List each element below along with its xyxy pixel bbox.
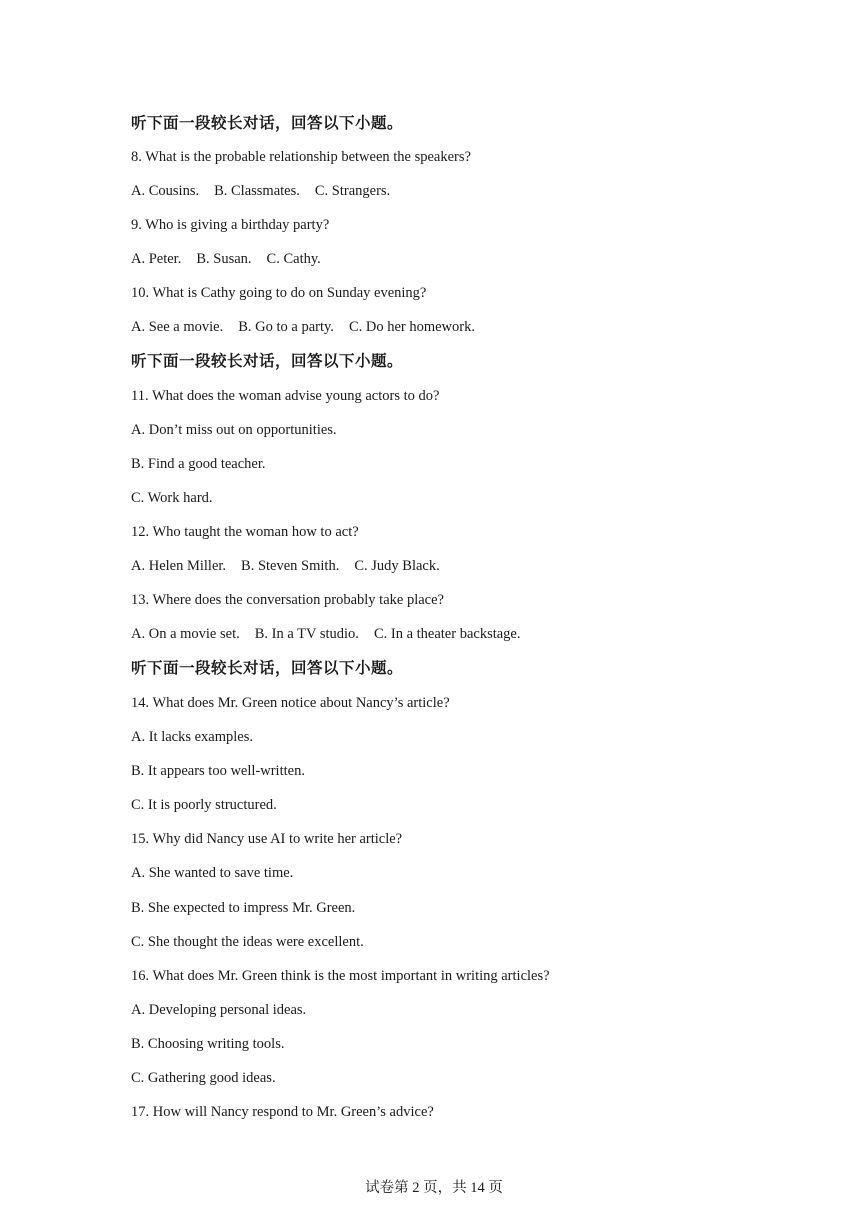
option: B. Find a good teacher. bbox=[131, 456, 266, 472]
option: A. Peter. bbox=[131, 251, 182, 267]
option: A. Helen Miller. bbox=[131, 558, 227, 574]
option: C. Work hard. bbox=[131, 490, 213, 506]
question-stem: 16. What does Mr. Green think is the most important in writing articles? bbox=[131, 968, 550, 984]
option: A. On a movie set. bbox=[131, 626, 240, 642]
option: C. In a theater backstage. bbox=[373, 626, 521, 642]
option: C. Gathering good ideas. bbox=[131, 1070, 276, 1086]
option: C. Strangers. bbox=[314, 183, 391, 199]
section-heading: 听下面一段较长对话，回答以下小题。 bbox=[131, 114, 404, 132]
option-row bbox=[131, 181, 390, 201]
option: B. Classmates. bbox=[214, 183, 300, 199]
option: B. Susan. bbox=[196, 251, 252, 267]
section-heading: 听下面一段较长对话，回答以下小题。 bbox=[131, 659, 404, 677]
option: A. Developing personal ideas. bbox=[131, 1002, 307, 1018]
option: A. Cousins. bbox=[131, 183, 200, 199]
section-heading: 听下面一段较长对话，回答以下小题。 bbox=[131, 352, 404, 370]
option: A. She wanted to save time. bbox=[131, 865, 294, 881]
option: B. Go to a party. bbox=[238, 319, 334, 335]
option: B. She expected to impress Mr. Green. bbox=[131, 900, 356, 916]
option-row bbox=[131, 624, 520, 644]
option: B. Steven Smith. bbox=[241, 558, 340, 574]
question-stem: 12. Who taught the woman how to act? bbox=[131, 524, 359, 540]
option: C. Judy Black. bbox=[354, 558, 440, 574]
option: C. She thought the ideas were excellent. bbox=[131, 934, 364, 950]
option: B. In a TV studio. bbox=[254, 626, 359, 642]
page-footer: 试卷第 2 页，共 14 页 bbox=[365, 1180, 503, 1196]
question-stem: 14. What does Mr. Green notice about Nancy’s article? bbox=[131, 695, 450, 711]
option: C. It is poorly structured. bbox=[131, 797, 277, 813]
option: A. Don’t miss out on opportunities. bbox=[131, 422, 337, 438]
option: C. Do her homework. bbox=[348, 319, 475, 335]
question-stem: 17. How will Nancy respond to Mr. Green’s advice? bbox=[131, 1104, 434, 1120]
question-stem: 15. Why did Nancy use AI to write her article? bbox=[131, 831, 403, 847]
option-row bbox=[131, 249, 321, 269]
question-stem: 13. Where does the conversation probably take place? bbox=[131, 592, 444, 608]
question-stem: 9. Who is giving a birthday party? bbox=[131, 217, 330, 233]
option: B. It appears too well-written. bbox=[131, 763, 305, 779]
question-stem: 8. What is the probable relationship between the speakers? bbox=[131, 149, 471, 165]
option: B. Choosing writing tools. bbox=[131, 1036, 285, 1052]
option: A. See a movie. bbox=[131, 319, 224, 335]
option-row bbox=[131, 317, 475, 337]
option: A. It lacks examples. bbox=[131, 729, 254, 745]
option: C. Cathy. bbox=[266, 251, 321, 267]
question-stem: 11. What does the woman advise young actors to do? bbox=[131, 388, 440, 404]
question-stem: 10. What is Cathy going to do on Sunday evening? bbox=[131, 285, 427, 301]
option-row bbox=[131, 556, 440, 576]
